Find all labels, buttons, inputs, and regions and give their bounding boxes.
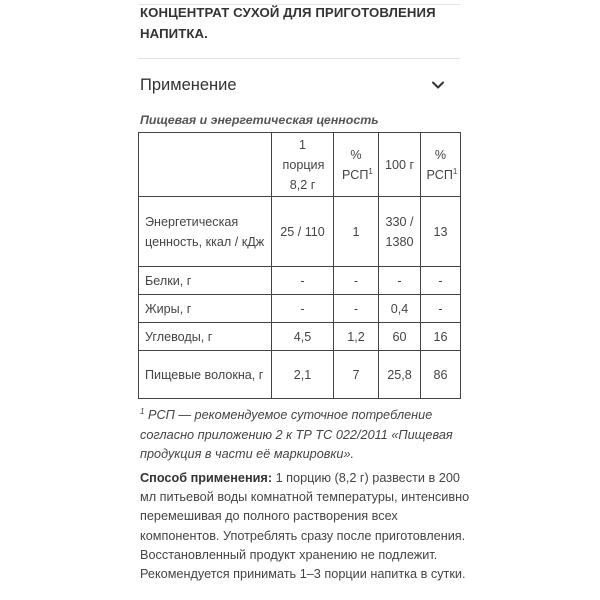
header-rsp2: % РСП$^1$: [421, 133, 461, 197]
section-divider: [138, 58, 460, 59]
row-name: Пищевые волокна, г: [139, 351, 272, 399]
usage-accordion-toggle[interactable]: [138, 70, 460, 100]
row-portion: -: [272, 295, 334, 323]
row-rsp2: 16: [421, 323, 461, 351]
row-portion: 25 / 110: [272, 197, 334, 267]
table-row: [139, 197, 461, 267]
table-header-row: [139, 133, 461, 197]
accordion-label: Применение: [140, 76, 237, 94]
row-portion: 2,1: [272, 351, 334, 399]
table-row: [139, 323, 461, 351]
row-rsp2: 13: [421, 197, 461, 267]
header-empty-cell: [139, 133, 272, 197]
row-rsp2: -: [421, 267, 461, 295]
table-row: [139, 351, 461, 399]
chevron-down-icon: [430, 77, 446, 93]
usage-text: 1 порцию (8,2 г) развести в 200 мл питьевой воды комнатной температуры, интенсивно перемешивая до полного растворения всех компонентов. Употреблять сразу после приготовления. Восстановленный продукт хранению не подлежит. Рекомендуется принимать 1–3 порции напитка в сутки.: [140, 471, 470, 582]
table-row: [139, 267, 461, 295]
row-per100: 25,8: [379, 351, 421, 399]
row-rsp1: -: [334, 267, 379, 295]
row-rsp2: -: [421, 295, 461, 323]
nutrition-table: [138, 132, 461, 399]
row-rsp1: 1,2: [334, 323, 379, 351]
header-rsp1: % РСП$^1$: [334, 133, 379, 197]
footnote-marker: 1: [140, 407, 145, 416]
row-portion: -: [272, 267, 334, 295]
nutrition-table-caption: Пищевая и энергетическая ценность: [140, 113, 379, 127]
product-description-heading: КОНЦЕНТРАТ СУХОЙ ДЛЯ ПРИГОТОВЛЕНИЯ НАПИТКА.: [140, 5, 436, 41]
footnote-text: РСП — рекомендуемое суточное потребление согласно приложению 2 к ТР ТС 022/2011 «Пищевая продукция в части её маркировки».: [140, 408, 453, 462]
row-per100: 0,4: [379, 295, 421, 323]
usage-instructions: [140, 469, 470, 584]
row-name: Энергетическая ценность, ккал / кДж: [139, 197, 272, 267]
usage-label: Способ применения:: [140, 471, 273, 485]
row-name: Белки, г: [139, 267, 272, 295]
row-per100: 330 / 1380: [379, 197, 421, 267]
row-rsp1: -: [334, 295, 379, 323]
row-rsp1: 7: [334, 351, 379, 399]
row-name: Жиры, г: [139, 295, 272, 323]
row-portion: 4,5: [272, 323, 334, 351]
header-per100: 100 г: [379, 133, 421, 197]
rsp-footnote: [140, 402, 470, 465]
row-per100: 60: [379, 323, 421, 351]
header-portion: 1 порция 8,2 г: [272, 133, 334, 197]
row-name: Углеводы, г: [139, 323, 272, 351]
table-row: [139, 295, 461, 323]
row-per100: -: [379, 267, 421, 295]
row-rsp1: 1: [334, 197, 379, 267]
row-rsp2: 86: [421, 351, 461, 399]
